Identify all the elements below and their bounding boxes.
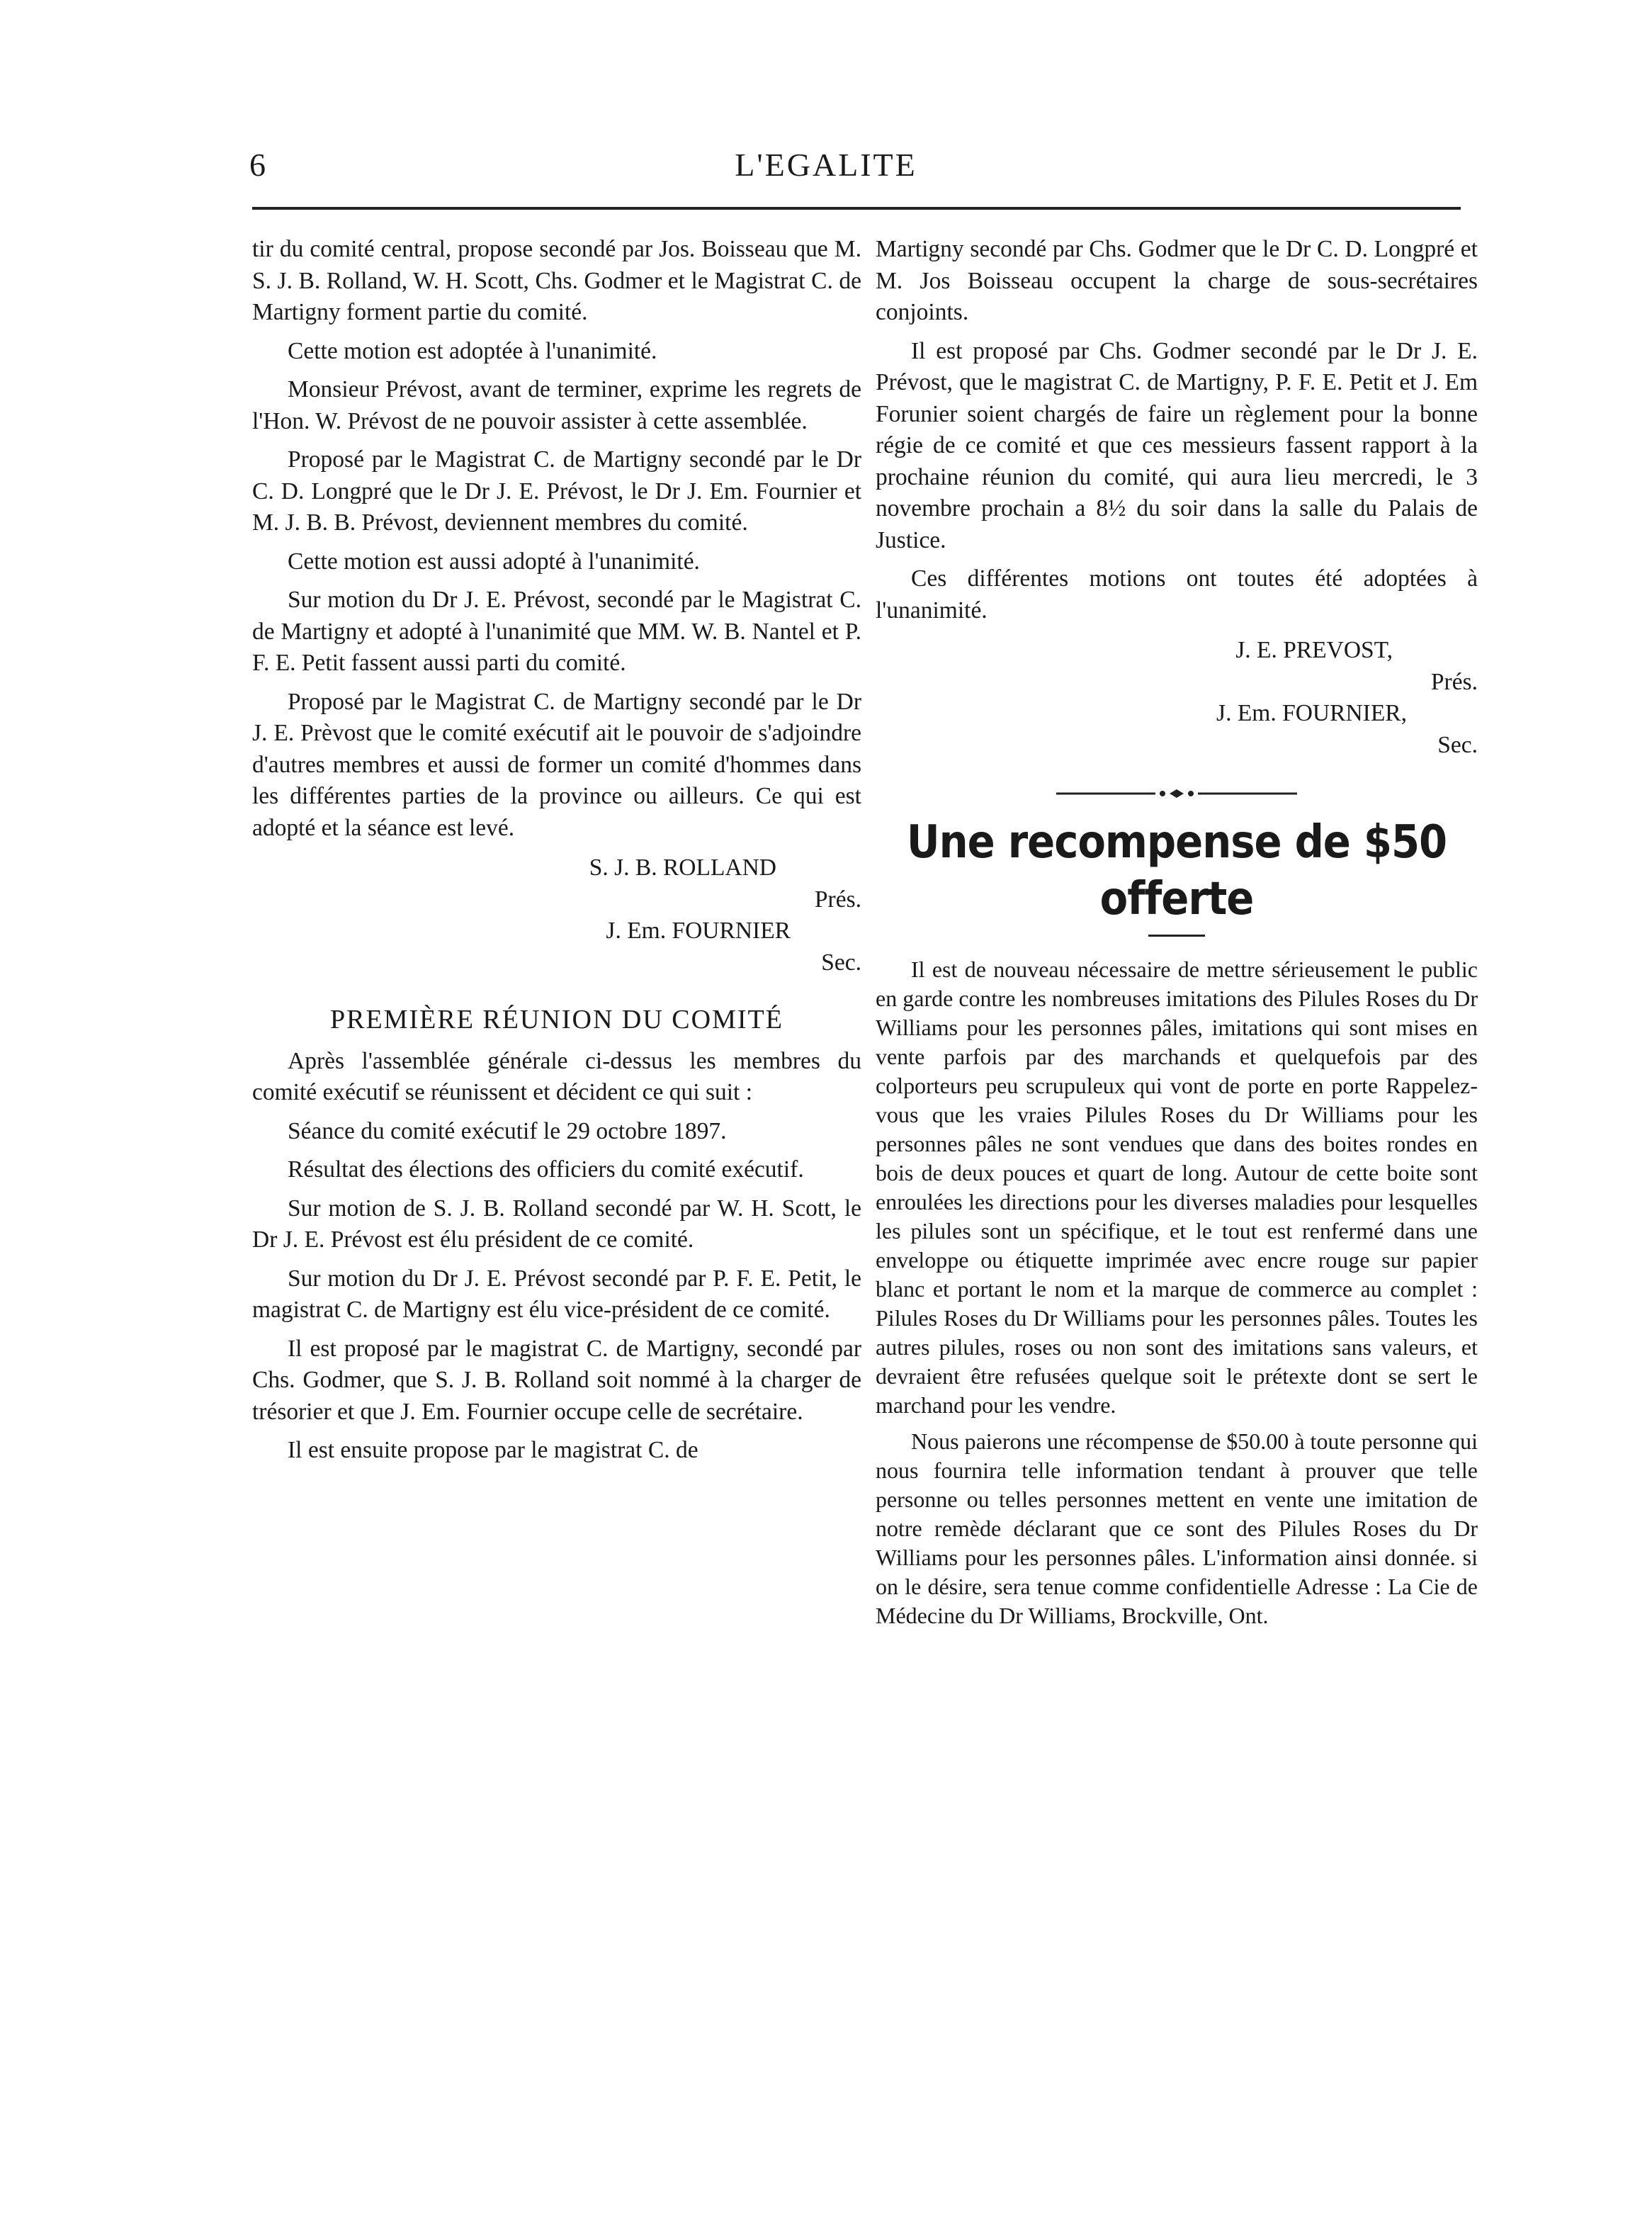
running-header-title: L'EGALITE — [735, 147, 917, 183]
left-column — [252, 234, 861, 1474]
paragraph: Il est proposé par le magistrat C. de Martigny, secondé par Chs. Godmer, que S. J. B. Rolland soit nommé à la charger de trésorier et que J. Em. Fournier occupe celle de secrétaire. — [252, 1335, 861, 1425]
signature-name: S. J. B. ROLLAND — [589, 855, 776, 881]
paragraph: Monsieur Prévost, avant de terminer, exprime les regrets de l'Hon. W. Prévost de ne pouvoir assister à cette assemblée. — [252, 376, 861, 434]
paragraph: Martigny secondé par Chs. Godmer que le Dr C. D. Longpré et M. Jos Boisseau occupent la charge de sous-secrétaires conjoints. — [876, 236, 1478, 325]
signature-role: Sec. — [821, 949, 861, 976]
paragraph: Résultat des élections des officiers du comité exécutif. — [288, 1156, 804, 1183]
signature-role: Prés. — [814, 886, 861, 913]
section-title: PREMIÈRE RÉUNION DU COMITÉ — [330, 1005, 783, 1034]
signature-block — [876, 635, 1478, 761]
title-underline — [1148, 935, 1205, 937]
paragraph: Après l'assemblée générale ci-dessus les membres du comité exécutif se réunissent et décident ce qui suit : — [252, 1047, 861, 1105]
ornamental-divider — [876, 778, 1478, 810]
paragraph: Ces différentes motions ont toutes été adoptées à l'unanimité. — [876, 565, 1478, 624]
paragraph: Sur motion de S. J. B. Rolland secondé par W. H. Scott, le Dr J. E. Prévost est élu président de ce comité. — [252, 1195, 861, 1253]
paragraph: Cette motion est adoptée à l'unanimité. — [288, 337, 657, 364]
advertisement-title: Une recompense de $50 offerte — [906, 816, 1447, 925]
paragraph: Sur motion du Dr J. E. Prévost, secondé par le Magistrat C. de Martigny et adopté à l'unanimité que MM. W. B. Nantel et P. F. E. Petit fassent aussi parti du comité. — [252, 587, 861, 676]
signature-block — [252, 852, 861, 979]
signature-role: Prés. — [1430, 668, 1478, 695]
signature-role: Sec. — [1437, 731, 1478, 758]
paragraph: Cette motion est aussi adopté à l'unanimité. — [288, 548, 700, 575]
page-number: 6 — [249, 147, 266, 183]
right-column — [876, 234, 1478, 1637]
paragraph: Il est proposé par Chs. Godmer secondé par le Dr J. E. Prévost, que le magistrat C. de Martigny, P. F. E. Petit et J. Em Forunier soient chargés de faire un règlement pour la bonne régie de ce comité et que ces messieurs fassent rapport à la prochaine réunion du comité, qui aura lieu mercredi, le 3 novembre prochain a 8½ du soir dans la salle du Palais de Justice. — [876, 337, 1478, 553]
signature-name: J. Em. FOURNIER — [606, 918, 791, 944]
header-rule — [252, 207, 1461, 210]
paragraph: Séance du comité exécutif le 29 octobre 1897. — [288, 1117, 727, 1144]
signature-name: J. Em. FOURNIER, — [1216, 700, 1407, 726]
signature-name: J. E. PREVOST, — [1235, 637, 1393, 663]
advertisement-paragraph: Il est de nouveau nécessaire de mettre sérieusement le public en garde contre les nombreuses imitations des Pilules Roses du Dr Williams pour les personnes pâles, imitations qui sont mises en vente parfois par des marchands et quelquefois par des colporteurs peu scrupuleux qui vont de porte en porte Rappelez-vous que les vraies Pilules Roses du Dr Williams pour les personnes pâles ne sont vendues que dans des boites rondes en bois de deux pouces et quart de long. Autour de cette boite sont enroulées les directions pour les diverses maladies pour lesquelles les pilules sont un spécifique, et le tout est renfermé dans une enveloppe ou étiquette imprimée avec encre rouge sur papier blanc et portant le nom et la marque de commerce au complet : Pilules Roses du Dr Williams pour les personnes pâles. Toutes les autres pilules, roses ou non sont des imitations sans valeurs, et devraient être refusées quelque soit le prétexte dont se sert le marchand pour les vendre. — [876, 956, 1478, 1418]
advertisement-paragraph: Nous paierons une récompense de $50.00 à toute personne qui nous fournira telle information tendant à prouver que telle personne ou telles personnes mettent en vente une imitation de notre remède déclarant que ce sont des Pilules Roses du Dr Williams pour les personnes pâles. L'information ainsi donnée. si on le désire, sera tenue comme confidentielle Adresse : La Cie de Médecine du Dr Williams, Brockville, Ont. — [876, 1428, 1478, 1628]
paragraph: Proposé par le Magistrat C. de Martigny secondé par le Dr J. E. Prèvost que le comité exécutif ait le pouvoir de s'adjoindre d'autres membres et aussi de former un comité d'hommes dans les différentes parties de la province ou ailleurs. Ce qui est adopté et la séance est levé. — [252, 688, 861, 841]
paragraph: Proposé par le Magistrat C. de Martigny secondé par le Dr C. D. Longpré que le Dr J. E. Prévost, le Dr J. Em. Fournier et M. J. B. B. Prévost, deviennent membres du comité. — [252, 446, 861, 536]
paragraph: tir du comité central, propose secondé par Jos. Boisseau que M. S. J. B. Rolland, W. H. Scott, Chs. Godmer et le Magistrat C. de Martigny forment partie du comité. — [252, 236, 861, 325]
ornament-rule-icon — [1056, 786, 1297, 801]
paragraph: Il est ensuite propose par le magistrat C. de — [288, 1437, 698, 1463]
paragraph: Sur motion du Dr J. E. Prévost secondé par P. F. E. Petit, le magistrat C. de Martigny est élu vice-président de ce comité. — [252, 1265, 861, 1323]
